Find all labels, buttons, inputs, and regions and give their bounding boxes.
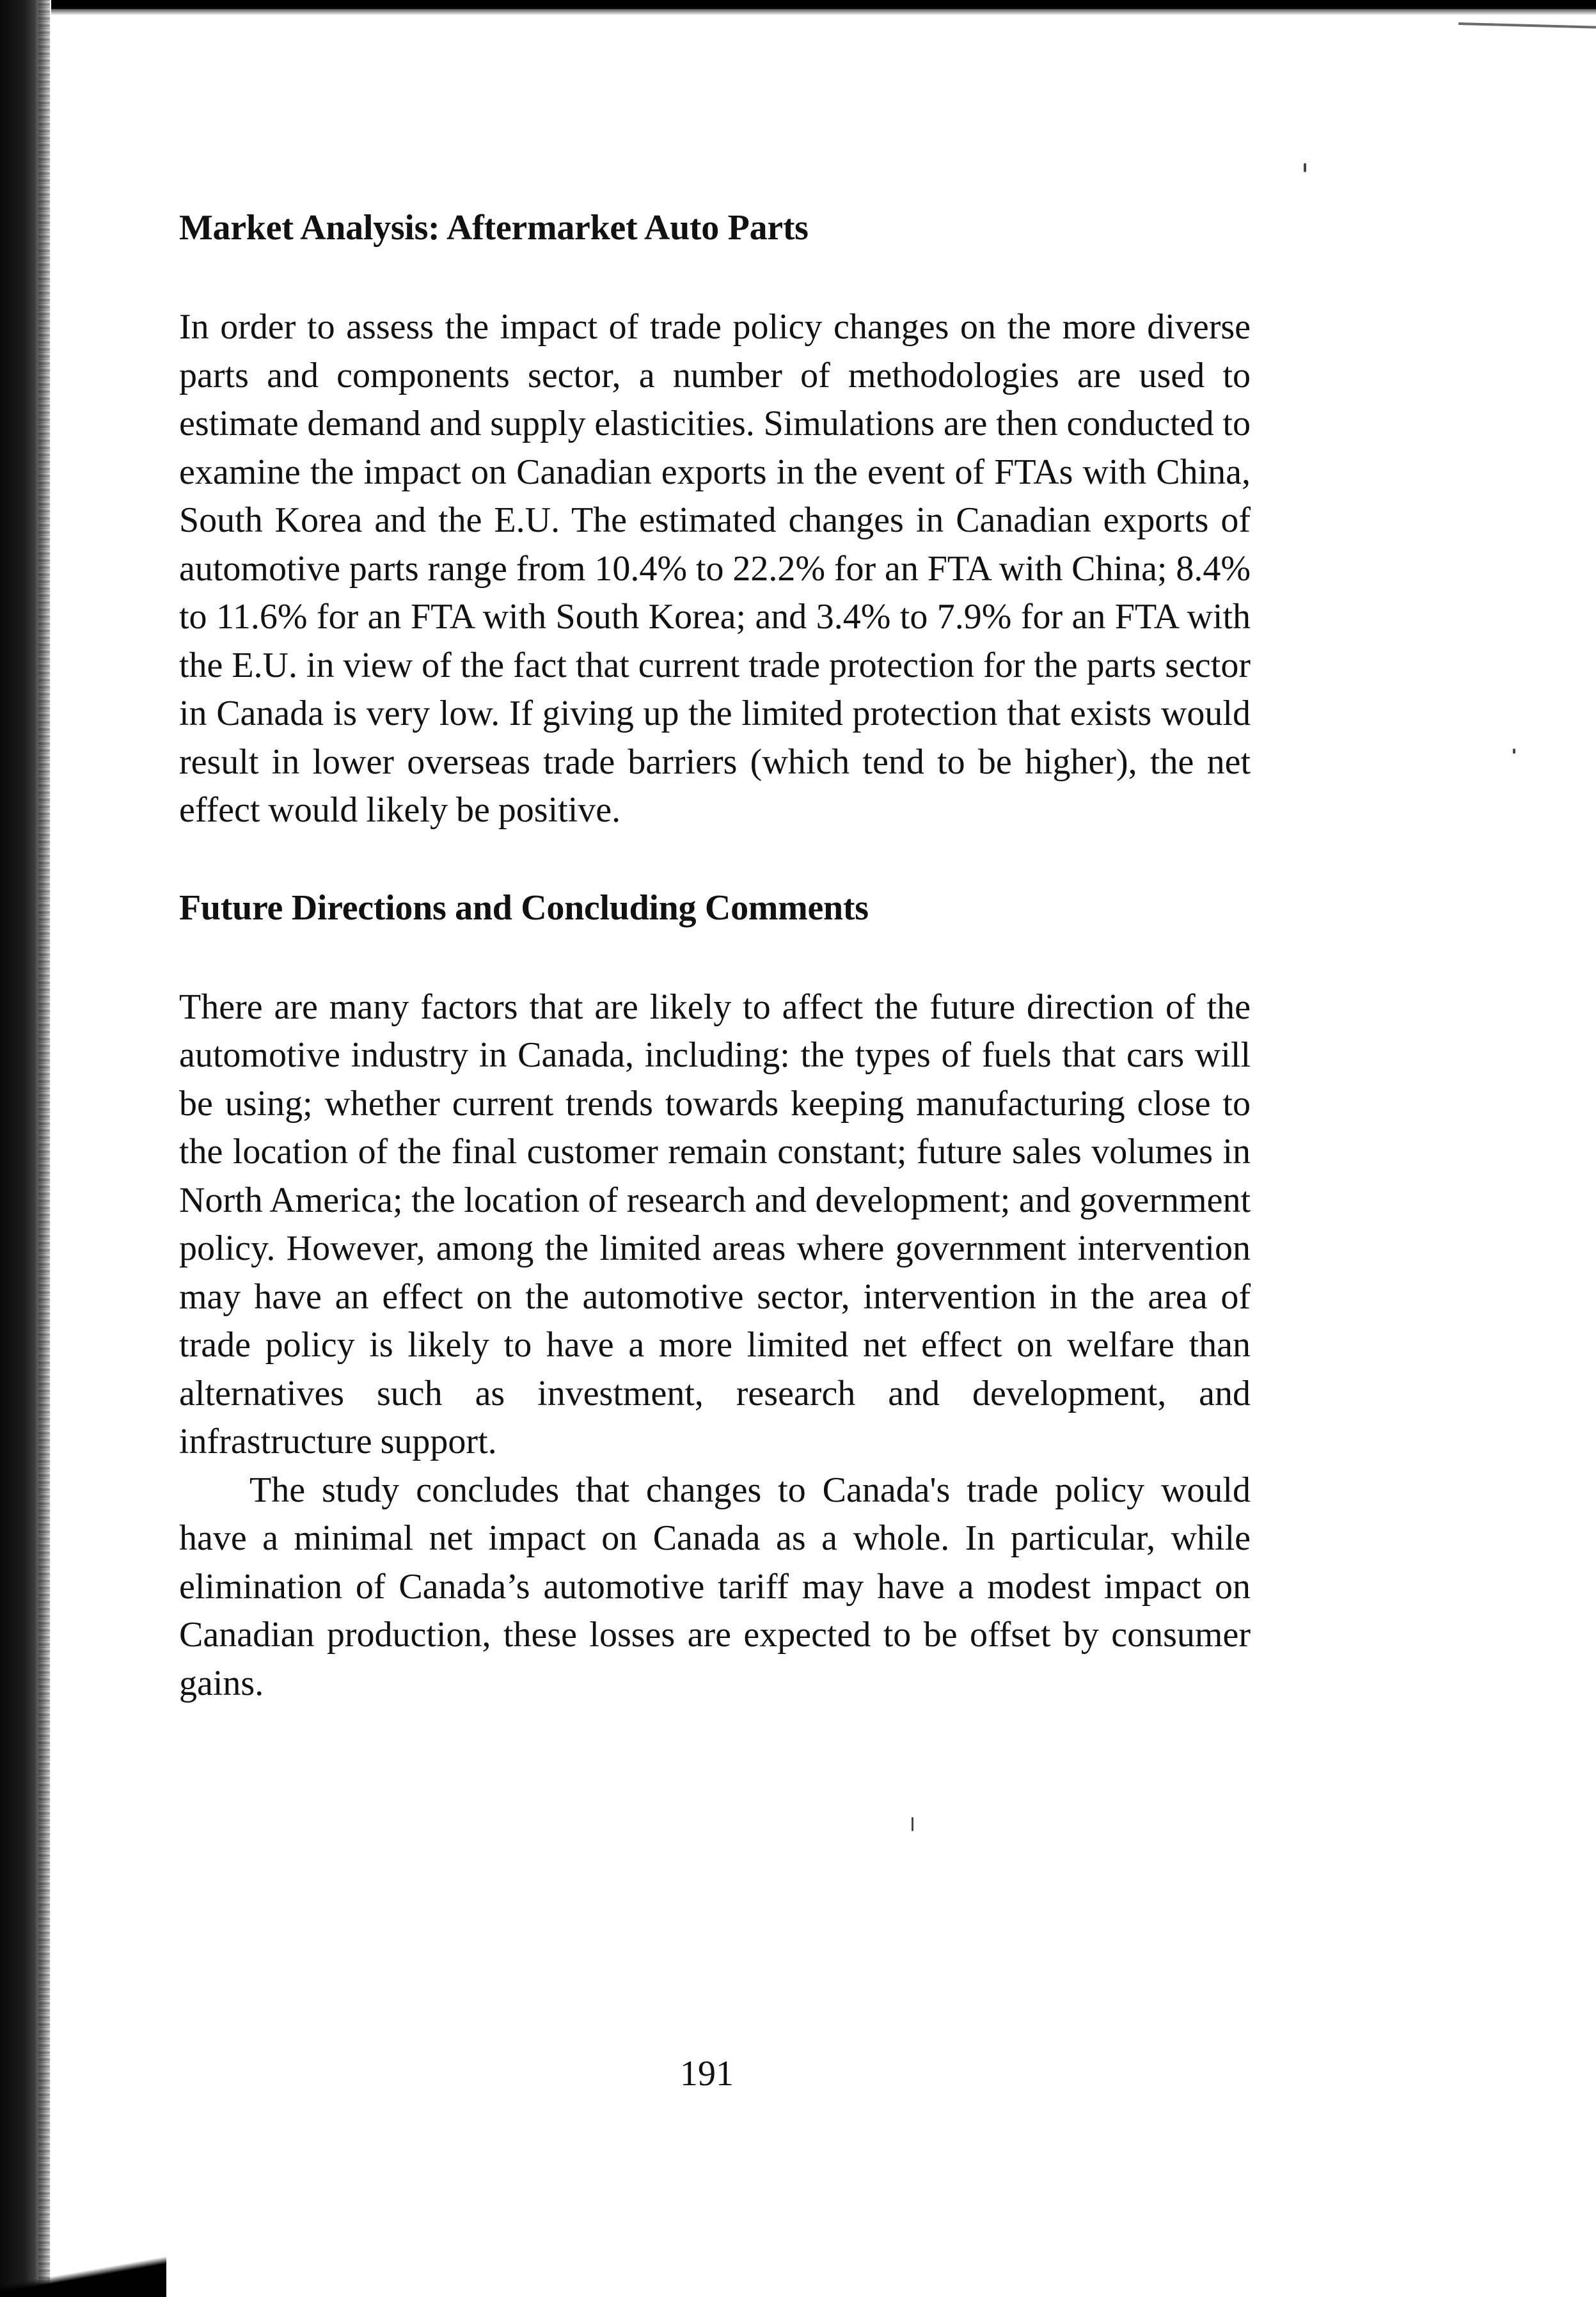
document-page — [179, 205, 1251, 1708]
binding-texture — [38, 0, 50, 2297]
page-number: 191 — [680, 2054, 734, 2094]
scan-bottom-corner — [0, 2252, 166, 2297]
scan-speck — [912, 1817, 913, 1831]
scan-top-edge — [0, 0, 1596, 9]
paragraph-future-directions: There are many factors that are likely to affect the future direction of the automotive industry in Canada, including: the types of fuels that cars will be using; whether current trends towards keeping manufacturing close to the location of the final customer remain constant; future sales volumes in North America; the location of research and development; and government policy. However, among the limited areas where government intervention may have an effect on the automotive sector, intervention in the area of trade policy is likely to have a more limited net effect on welfare than alternatives such as investment, research and development, and infrastructure support. — [179, 987, 1251, 1461]
scan-speck — [1513, 749, 1515, 754]
section-heading-market-analysis: Market Analysis: Aftermarket Auto Parts — [179, 208, 809, 248]
scan-top-rule — [1458, 22, 1596, 29]
scan-speck — [1304, 163, 1306, 172]
paragraph-market-analysis: In order to assess the impact of trade policy changes on the more diverse parts and components sector, a number of methodologies are used to estimate demand and supply elasticities. Simulations are then conducted to examine the impact on Canadian exports in the event of FTAs with China, South Korea and the E.U. The estimated changes in Canadian exports of automotive parts range from 10.4% to 22.2% for an FTA with China; 8.4% to 11.6% for an FTA with South Korea; and 3.4% to 7.9% for an FTA with the E.U. in view of the fact that current trade protection for the parts sector in Canada is very low. If giving up the limited protection that exists would result in lower overseas trade barriers (which tend to be higher), the net effect would likely be positive. — [179, 307, 1251, 830]
scan-top-shadow — [0, 9, 1596, 15]
paragraph-conclusion: The study concludes that changes to Canada's trade policy would have a minimal net impact on Canada as a whole. In particular, while elimination of Canada’s automotive tariff may have a modest impact on Canadian production, these losses are expected to be offset by consumer gains. — [179, 1470, 1251, 1703]
section-heading-future-directions: Future Directions and Concluding Comments — [179, 887, 869, 928]
